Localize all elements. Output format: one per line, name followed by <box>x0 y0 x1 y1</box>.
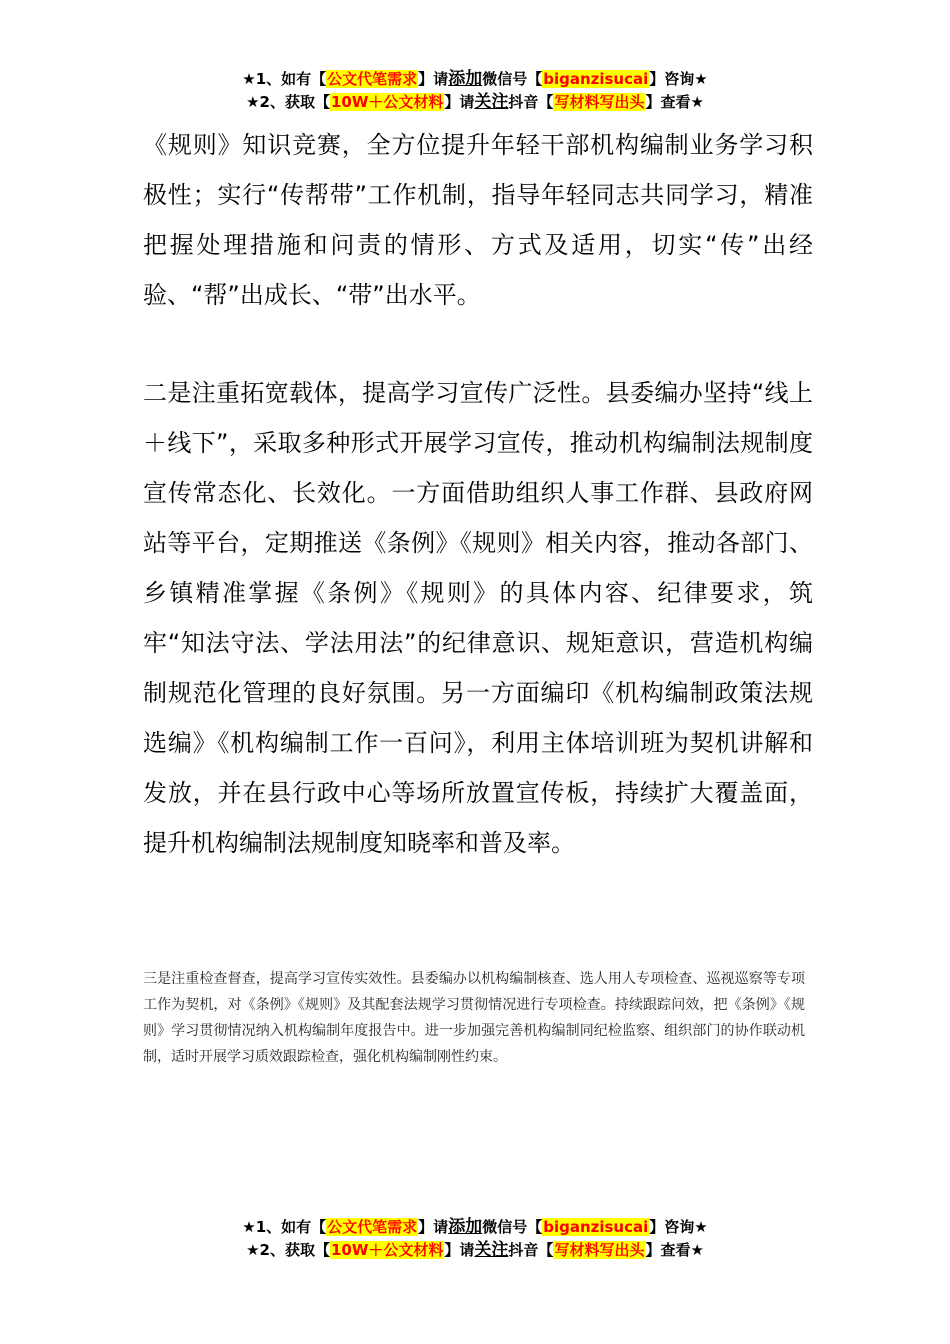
footer-2-mid2: 抖音【 <box>508 1241 554 1259</box>
footer-1-mid: 】请 <box>418 1218 449 1236</box>
notice-1-prefix: ★1、如有【 <box>242 70 327 88</box>
notice-1-emphasis: 添加 <box>448 69 483 89</box>
footer-1-emphasis: 添加 <box>448 1217 483 1237</box>
footer-2-highlight-materials: 10W＋公文材料 <box>330 1241 444 1259</box>
notice-1-highlight-wechat-id: biganzisucai <box>543 70 649 88</box>
notice-line-2 <box>0 91 950 114</box>
footer-2-mid: 】请 <box>444 1241 475 1259</box>
notice-2-mid2: 抖音【 <box>508 93 554 111</box>
notice-line-1 <box>0 68 950 91</box>
footer-1-highlight-wechat-id: biganzisucai <box>543 1218 649 1236</box>
notice-2-emphasis: 关注 <box>474 92 509 112</box>
footer-notice-line-2 <box>0 1239 950 1262</box>
notice-1-mid2: 微信号【 <box>482 70 543 88</box>
notice-1-mid: 】请 <box>418 70 449 88</box>
notice-2-mid: 】请 <box>444 93 475 111</box>
footer-1-prefix: ★1、如有【 <box>242 1218 327 1236</box>
header-notice <box>0 68 950 114</box>
body-paragraph-3: 三是注重检查督查，提高学习宣传实效性。县委编办以机构编制核查、选人用人专项检查、巡视巡察等专项工作为契机，对《条例》《规则》及其配套法规学习贯彻情况进行专项检查。持续跟踪问效，把《条例》《规则》学习贯彻情况纳入机构编制年度报告中。进一步加强完善机构编制同纪检监察、组织部门的协作联动机制，适时开展学习质效跟踪检查，强化机构编制刚性约束。 <box>143 971 805 1065</box>
footer-2-suffix: 】查看★ <box>645 1241 704 1259</box>
footer-2-emphasis: 关注 <box>474 1240 509 1260</box>
notice-2-suffix: 】查看★ <box>645 93 704 111</box>
notice-2-highlight-materials: 10W＋公文材料 <box>330 93 444 111</box>
body-paragraph-2: 二是注重拓宽载体，提高学习宣传广泛性。县委编办坚持“线上＋线下”，采取多种形式开展学习宣传，推动机构编制法规制度宣传常态化、长效化。一方面借助组织人事工作群、县政府网站等平台，定期推送《条例》《规则》相关内容，推动各部门、乡镇精准掌握《条例》《规则》的具体内容、纪律要求，筑牢“知法守法、学法用法”的纪律意识、规矩意识，营造机构编制规范化管理的良好氛围。另一方面编印《机构编制政策法规选编》《机构编制工作一百问》，利用主体培训班为契机讲解和发放，并在县行政中心等场所放置宣传板，持续扩大覆盖面，提升机构编制法规制度知晓率和普及率。 <box>143 379 813 857</box>
body-paragraph-1: 《规则》知识竞赛，全方位提升年轻干部机构编制业务学习积极性；实行“传帮带”工作机制，指导年轻同志共同学习，精准把握处理措施和问责的情形、方式及适用，切实“传”出经验、“帮”出成长、“带”出水平。 <box>143 131 813 309</box>
notice-1-highlight-service: 公文代笔需求 <box>327 70 418 88</box>
footer-2-prefix: ★2、获取【 <box>246 1241 330 1259</box>
footer-1-mid2: 微信号【 <box>482 1218 543 1236</box>
footer-1-highlight-service: 公文代笔需求 <box>327 1218 418 1236</box>
footer-notice <box>0 1216 950 1262</box>
footer-1-suffix: 】咨询★ <box>649 1218 708 1236</box>
footer-notice-line-1 <box>0 1216 950 1239</box>
notice-2-prefix: ★2、获取【 <box>246 93 330 111</box>
notice-1-suffix: 】咨询★ <box>649 70 708 88</box>
footer-2-highlight-account: 写材料写出头 <box>554 1241 645 1259</box>
notice-2-highlight-account: 写材料写出头 <box>554 93 645 111</box>
